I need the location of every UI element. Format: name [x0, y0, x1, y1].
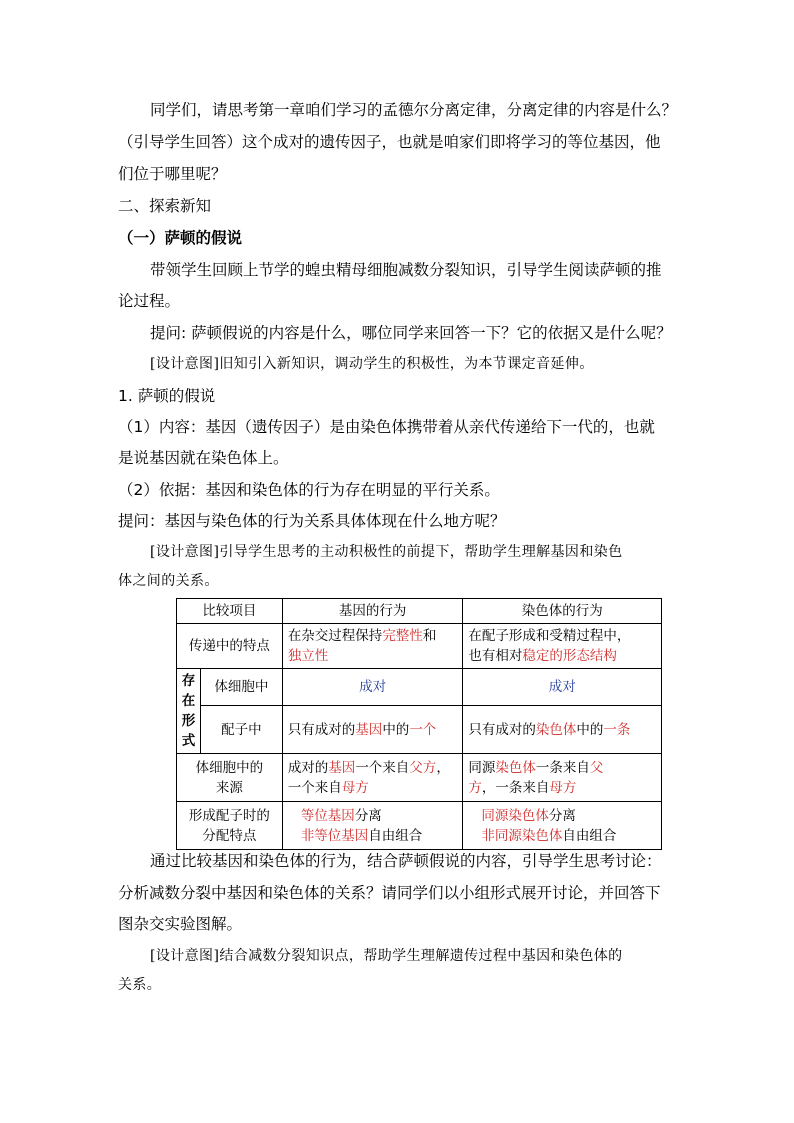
text-line: （引导学生回答）这个成对的遗传因子，也就是咱家们即将学习的等位基因，他 [118, 133, 661, 151]
question-text: 提问: 萨顿假说的内容是什么，哪位同学来回答一下？它的依据又是什么呢？ [150, 324, 672, 342]
existence-form-label: 存 在 形 式 [177, 669, 201, 754]
table-row [177, 624, 662, 669]
design-intent: [设计意图]结合减数分裂知识点，帮助学生理解遗传过程中基因和染色体的 [150, 948, 623, 964]
table-row [177, 706, 662, 754]
text-line: 同学们，请思考第一章咱们学习的孟德尔分离定律，分离定律的内容是什么？ [150, 101, 678, 119]
text-line: （1）内容：基因（遗传因子）是由染色体携带着从亲代传递给下一代的，也就 [118, 418, 655, 436]
header-gene: 基因的行为 [282, 599, 463, 624]
gene-cell: 只有成对的基因中的一个 [282, 706, 463, 754]
text-line: 们位于哪里呢？ [118, 165, 227, 183]
hypothesis-basis: （2）依据：基因和染色体的行为存在明显的平行关系。 [118, 481, 500, 499]
text-line: 通过比较基因和染色体的行为，结合萨顿假说的内容，引导学生思考讨论： [150, 852, 662, 870]
row-label: 传递中的特点 [177, 624, 283, 669]
text-line: 论过程。 [118, 292, 181, 310]
table-row [177, 802, 662, 850]
chromosome-cell: 只有成对的染色体中的一条 [463, 706, 662, 754]
chromosome-cell: 成对 [463, 669, 662, 706]
design-intent: [设计意图]旧知引入新知识，调动学生的积极性，为本节课定音延伸。 [150, 356, 594, 372]
text-line: 带领学生回顾上节学的蝗虫精母细胞减数分裂知识，引导学生阅读萨顿的推 [150, 261, 662, 279]
gene-cell: 成对 [282, 669, 463, 706]
gene-cell: 在杂交过程保持完整性和 独立性 [282, 624, 463, 669]
table-header-row [177, 599, 662, 624]
row-label: 体细胞中的 来源 [177, 754, 283, 802]
table-row [177, 754, 662, 802]
row-label: 配子中 [200, 706, 282, 754]
header-chromosome: 染色体的行为 [463, 599, 662, 624]
chromosome-cell: 在配子形成和受精过程中， 也有相对稳定的形态结构 [463, 624, 662, 669]
row-label: 体细胞中 [200, 669, 282, 706]
text-line: 是说基因就在染色体上。 [118, 449, 289, 467]
table-row [177, 669, 662, 706]
header-item: 比较项目 [177, 599, 283, 624]
design-intent: [设计意图]引导学生思考的主动积极性的前提下，帮助学生理解基因和染色 [150, 544, 623, 560]
design-intent: 体之间的关系。 [118, 573, 219, 589]
text-line: 分析减数分裂中基因和染色体的关系？请同学们以小组形式展开讨论，并回答下 [118, 884, 661, 902]
gene-cell: 成对的基因一个来自父方， 一个来自母方 [282, 754, 463, 802]
row-label: 形成配子时的 分配特点 [177, 802, 283, 850]
gene-cell: 等位基因分离 非等位基因自由组合 [282, 802, 463, 850]
design-intent: 关系。 [118, 977, 162, 993]
text-line: 图杂交实验图解。 [118, 915, 243, 933]
comparison-table [176, 598, 662, 850]
question-text: 提问：基因与染色体的行为关系具体体现在什么地方呢？ [118, 512, 506, 530]
section-heading: 二、探索新知 [118, 197, 212, 215]
subsection-heading: （一）萨顿的假说 [118, 229, 243, 247]
chromosome-cell: 同源染色体一条来自父 方，一条来自母方 [463, 754, 662, 802]
chromosome-cell: 同源染色体分离 非同源染色体自由组合 [463, 802, 662, 850]
item-heading: 1. 萨顿的假说 [118, 387, 216, 405]
